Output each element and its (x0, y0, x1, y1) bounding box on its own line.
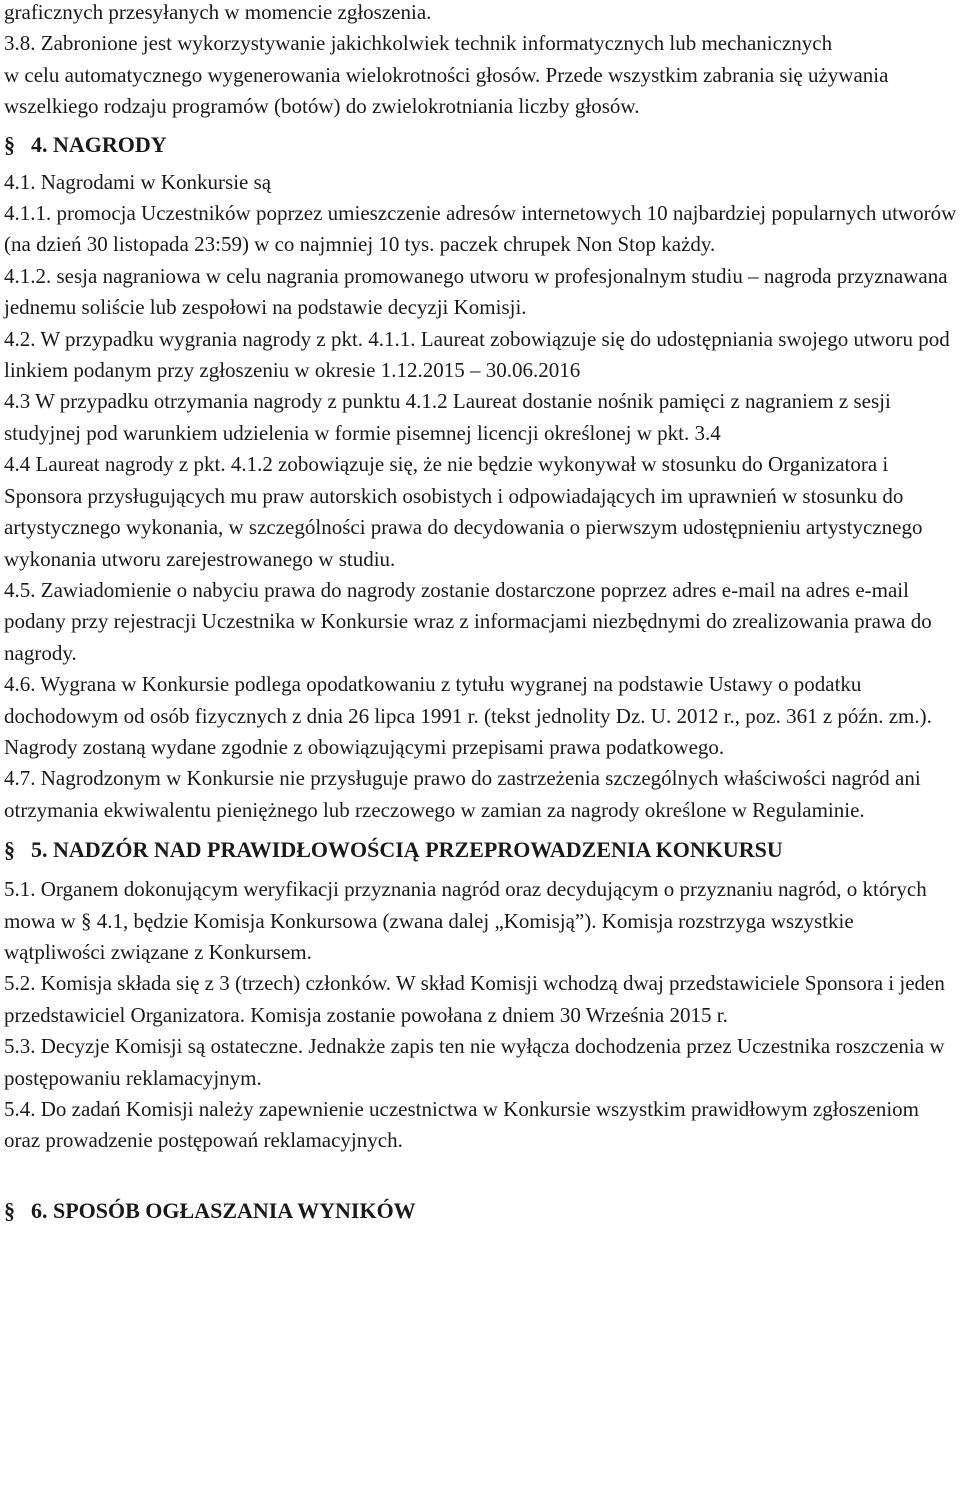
paragraph-4-5: 4.5. Zawiadomienie o nabyciu prawa do nagrody zostanie dostarczone poprzez adres e-mail na adres e-mail podany przy rejestracji Uczestnika w Konkursie wraz z informacjami niezbędnymi do zrealizowania prawa do nagrody. (4, 577, 932, 665)
paragraph-3-8-cont: w celu automatycznego wygenerowania wielokrotności głosów. Przede wszystkim zabrania się używania wszelkiego rodzaju programów (botów) do zwielokrotniania liczby głosów. (4, 62, 889, 119)
paragraph-5-1: 5.1. Organem dokonującym weryfikacji przyznania nagród oraz decydującym o przyznaniu nagród, o których mowa w § 4.1, będzie Komisja Konkursowa (zwana dalej „Komisją”). Komisja rozstrzyga wszystkie wątpliwości związane z Konkursem. (4, 877, 927, 964)
paragraph-4-2: 4.2. W przypadku wygrania nagrody z pkt. 4.1.1. Laureat zobowiązuje się do udostępniania swojego utworu pod linkiem podanym przy zgłoszeniu w okresie 1.12.2015 – 30.06.2016 (4, 326, 950, 383)
paragraph-5-3: 5.3. Decyzje Komisji są ostateczne. Jednakże zapis ten nie wyłącza dochodzenia przez Uczestnika roszczenia w postępowaniu reklamacyjnym. (4, 1034, 945, 1090)
section-6-heading (4, 1195, 960, 1227)
paragraph-4-7: 4.7. Nagrodzonym w Konkursie nie przysługuje prawo do zastrzeżenia szczególnych właściwości nagród ani otrzymania ekwiwalentu pieniężnego lub rzeczowego w zamian za nagrody określone w Regulaminie. (4, 766, 921, 822)
paragraph-4-3: 4.3 W przypadku otrzymania nagrody z punktu 4.1.2 Laureat dostanie nośnik pamięci z nagraniem z sesji studyjnej pod warunkiem udzielenia w formie pisemnej licencji określonej w pkt. 3.4 (4, 389, 891, 445)
section-sign: § (4, 131, 15, 157)
paragraph-4-1-1: 4.1.1. promocja Uczestników poprzez umieszczenie adresów internetowych 10 najbardziej popularnych utworów (na dzień 30 listopada 23:59) w co najmniej 10 tys. paczek chrupek Non Stop każdy. (4, 201, 957, 257)
paragraph-4-1-2: 4.1.2. sesja nagraniowa w celu nagrania promowanego utworu w profesjonalnym studiu – nagroda przyznawana jednemu soliście lub zespołowi na podstawie decyzji Komisji. (4, 263, 948, 320)
paragraph-4-4: 4.4 Laureat nagrody z pkt. 4.1.2 zobowiązuje się, że nie będzie wykonywał w stosunku do Organizatora i Sponsora przysługujących mu praw autorskich osobistych i odpowiadających im uprawnień w stosunku do artystycznego wykonania, w szczególności prawa do decydowania o pierwszym udostępnieniu artystycznego wykonania utworu zarejestrowanego w studiu. (4, 452, 923, 571)
section-4-heading (4, 129, 960, 161)
section-5-heading (4, 834, 960, 866)
paragraph-3-8-start: 3.8. Zabronione jest wykorzystywanie jakichkolwiek technik informatycznych lub mechanicznych (4, 31, 833, 56)
section-sign: § (4, 837, 15, 863)
paragraph-4-1: 4.1. Nagrodami w Konkursie są (4, 169, 272, 194)
section-5-title: 5. NADZÓR NAD PRAWIDŁOWOŚCIĄ PRZEPROWADZENIA KONKURSU (31, 837, 783, 863)
section-6-title: 6. SPOSÓB OGŁASZANIA WYNIKÓW (31, 1197, 416, 1223)
paragraph-5-2: 5.2. Komisja składa się z 3 (trzech) członków. W skład Komisji wchodzą dwaj przedstawiciele Sponsora i jeden przedstawiciel Organizatora. Komisja zostanie powołana z dniem 30 Września 2015 r. (4, 971, 945, 1027)
section-4-title: 4. NAGRODY (31, 131, 167, 157)
section-sign: § (4, 1197, 15, 1223)
paragraph-3-7-end: graficznych przesyłanych w momencie zgłoszenia. (4, 0, 432, 24)
paragraph-4-6: 4.6. Wygrana w Konkursie podlega opodatkowaniu z tytułu wygranej na podstawie Ustawy o podatku dochodowym od osób fizycznych z dnia 26 lipca 1991 r. (tekst jednolity Dz. U. 2012 r., poz. 361 z późn. zm.). Nagrody zostaną wydane zgodnie z obowiązującymi przepisami prawa podatkowego. (4, 672, 932, 759)
paragraph-5-4: 5.4. Do zadań Komisji należy zapewnienie uczestnictwa w Konkursie wszystkim prawidłowym zgłoszeniom oraz prowadzenie postępowań reklamacyjnych. (4, 1097, 920, 1153)
